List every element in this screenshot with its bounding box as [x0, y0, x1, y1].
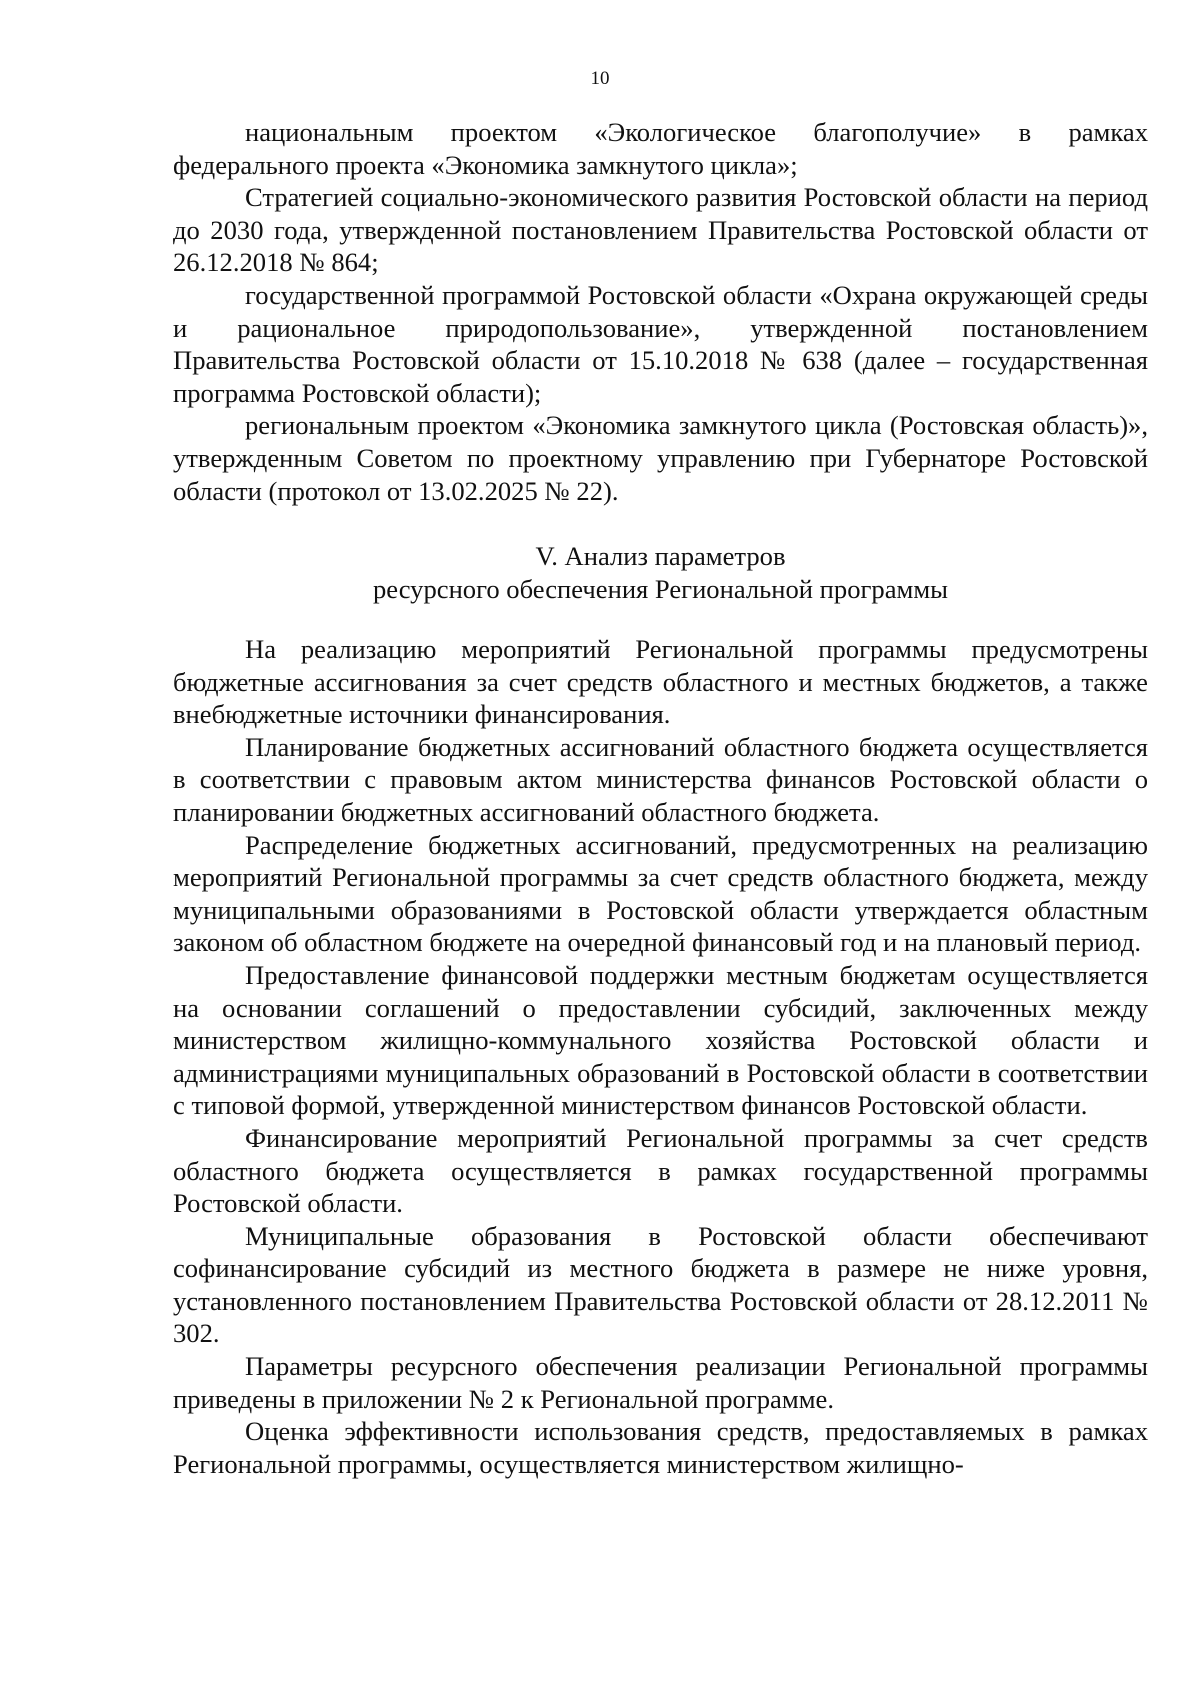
paragraph: Предоставление финансовой поддержки местным бюджетам осуществляется на основании соглашений о предоставлении субсидий, заключенных между министерством жилищно-коммунального хозяйства Ростовской области и администрациями муниципальных образований в Ростовской области в соответствии с типовой формой, утвержденной министерством финансов Ростовской области. [173, 959, 1148, 1121]
section-heading [173, 540, 1148, 606]
page-number: 10 [590, 68, 610, 89]
paragraph: Муниципальные образования в Ростовской области обеспечивают софинансирование субсидий из местного бюджета в размере не ниже уровня, установленного постановлением Правительства Ростовской области от 28.12.2011 № 302. [173, 1220, 1148, 1349]
section-heading-line-1: V. Анализ параметров [535, 541, 786, 571]
paragraph: На реализацию мероприятий Региональной программы предусмотрены бюджетные ассигнования за счет средств областного и местных бюджетов, а также внебюджетные источники финансирования. [173, 634, 1148, 730]
paragraph: национальным проектом «Экологическое благополучие» в рамках федерального проекта «Экономика замкнутого цикла»; [173, 117, 1148, 180]
paragraph: Финансирование мероприятий Региональной программы за счет средств областного бюджета осуществляется в рамках государственной программы Ростовской области. [173, 1122, 1148, 1219]
section-heading-line-2: ресурсного обеспечения Региональной программы [372, 574, 949, 604]
paragraph: Стратегией социально-экономического развития Ростовской области на период до 2030 года, утвержденной постановлением Правительства Ростовской области от 26.12.2018 № 864; [173, 182, 1148, 278]
paragraph: Распределение бюджетных ассигнований, предусмотренных на реализацию мероприятий Региональной программы за счет средств областного бюджета, между муниципальными образованиями в Ростовской области утверждается областным законом об областном бюджете на очередной финансовый год и на плановый период. [173, 829, 1148, 958]
paragraph: региональным проектом «Экономика замкнутого цикла (Ростовская область)», утвержденным Советом по проектному управлению при Губернаторе Ростовской области (протокол от 13.02.2025 № 22). [173, 410, 1148, 506]
text-block-bottom [173, 633, 1148, 1480]
text-block-top [173, 116, 1148, 507]
paragraph: Планирование бюджетных ассигнований областного бюджета осуществляется в соответствии с правовым актом министерства финансов Ростовской области о планировании бюджетных ассигнований областного бюджета. [173, 731, 1148, 827]
paragraph: Оценка эффективности использования средств, предоставляемых в рамках Региональной программы, осуществляется министерством жилищно- [173, 1416, 1148, 1479]
paragraph: государственной программой Ростовской области «Охрана окружающей среды и рациональное природопользование», утвержденной постановлением Правительства Ростовской области от 15.10.2018 № 638 (далее – государственная программа Ростовской области); [173, 279, 1148, 408]
paragraph: Параметры ресурсного обеспечения реализации Региональной программы приведены в приложении № 2 к Региональной программе. [173, 1351, 1148, 1414]
